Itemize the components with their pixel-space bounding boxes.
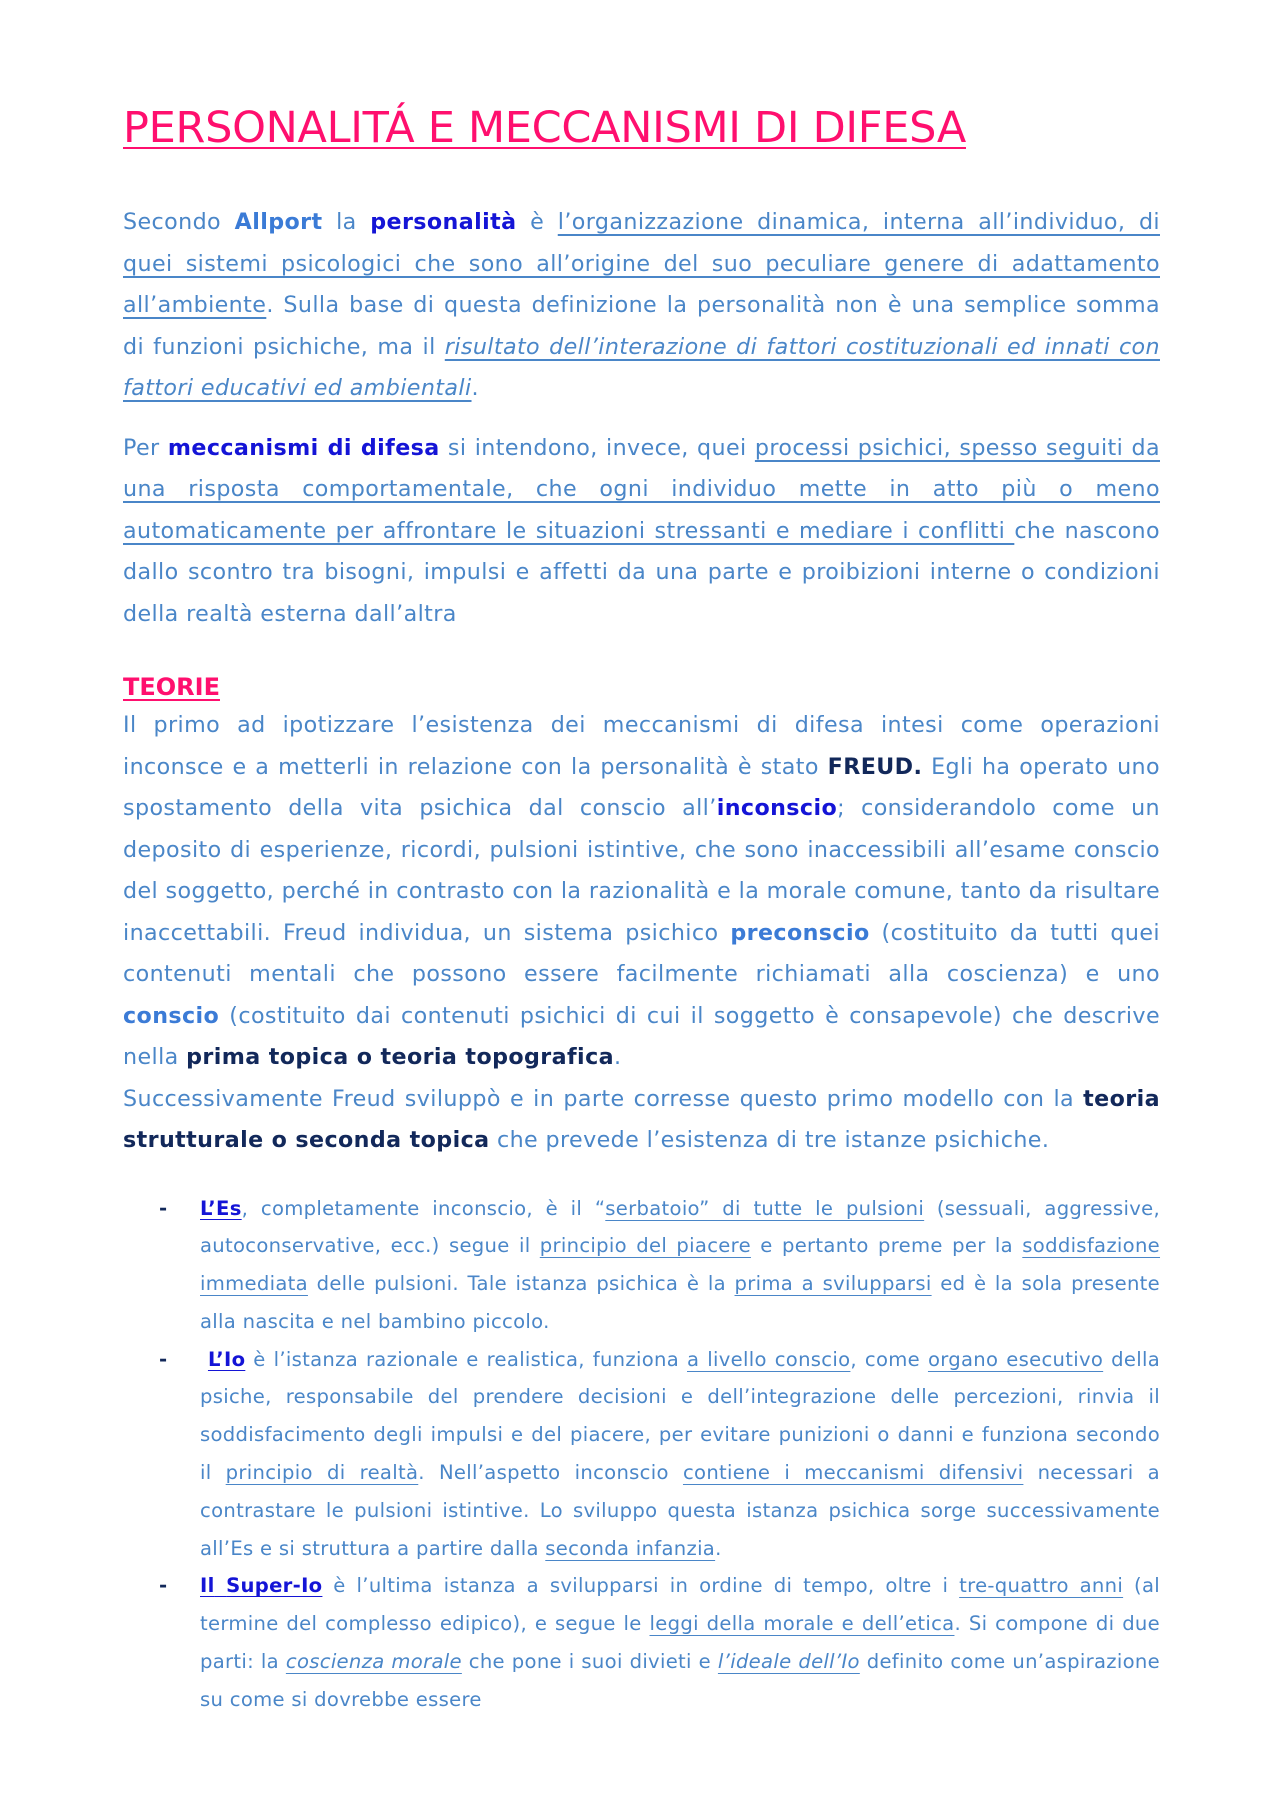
list-dash: - (159, 1574, 168, 1598)
text: . (614, 1044, 622, 1070)
text: . Si compone di due parti: la (200, 1612, 1161, 1674)
term-super-io (200, 1574, 322, 1597)
text: necessari a contrastare le pulsioni istintive. Lo sviluppo questa istanza psichica sorge successivamente all’Es e si struttura a partire dalla (200, 1461, 1160, 1560)
text: . Sulla base di questa definizione la personalità non è una semplice somma di funzioni psichiche, ma il (123, 292, 1160, 360)
text: è (516, 209, 558, 235)
list-item-io (123, 1341, 1160, 1568)
text: . (715, 1536, 722, 1560)
section-heading-teorie: TEORIE (123, 673, 220, 701)
underlined-phrase: seconda infanzia (545, 1536, 716, 1560)
underlined-phrase: principio di realtà (225, 1461, 419, 1485)
underlined-phrase: contiene i meccanismi difensivi (682, 1461, 1024, 1485)
list-item-super-io (123, 1567, 1160, 1718)
text: , completamente inconscio, è il “ (241, 1196, 606, 1220)
italic-underlined-phrase: risultato dell’interazione di fattori costituzionali ed innati con fattori educativi ed ambientali (123, 333, 1160, 401)
term-seconda-topica: teoria strutturale o seconda topica (123, 1085, 1160, 1153)
underlined-phrase: principio del piacere (539, 1234, 751, 1258)
text: che pone i suoi divieti e (461, 1650, 718, 1674)
text: . Nell’aspetto inconscio (418, 1461, 683, 1485)
italic-underlined-phrase: coscienza morale (285, 1650, 462, 1674)
term-allport: Allport (234, 209, 323, 235)
text: (costituito da tutti quei contenuti mentali che possono essere facilmente richiamati alla coscienza) e uno (123, 919, 1160, 987)
underlined-definition: processi psichici, spesso seguiti da una risposta comportamentale, che ogni individuo mette in atto più o meno automaticamente per affrontare le situazioni stressanti e mediare i conflitti (123, 434, 1160, 544)
text: Il (200, 1574, 215, 1598)
text: Super-Io (226, 1574, 323, 1598)
text: ed è la sola presente alla nascita e nel bambino piccolo. (200, 1272, 1161, 1333)
term-conscio: conscio (123, 1002, 220, 1029)
underlined-phrase: a livello conscio (687, 1347, 851, 1371)
term-personalita: personalità (370, 209, 517, 235)
text: e pertanto preme per la (750, 1234, 1023, 1258)
underlined-phrase: prima a svilupparsi (734, 1272, 932, 1296)
paragraph-personality-definition (123, 202, 1160, 410)
page-title: PERSONALITÁ E MECCANISMI DI DIFESA (123, 103, 966, 153)
term-preconscio: preconscio (730, 919, 870, 946)
text: Secondo (123, 209, 235, 235)
underlined-definition: l’organizzazione dinamica, interna all’individuo, di quei sistemi psicologici che sono all’origine del suo peculiare genere di adattamento all’ambiente (123, 209, 1160, 318)
term-es: L’Es (200, 1196, 242, 1220)
text: Successivamente Freud sviluppò e in parte corresse questo primo modello con la (123, 1085, 1084, 1112)
text: (costituito dai contenuti psichici di cui il soggetto è consapevole) che descrive nella (123, 1002, 1160, 1070)
text: della psiche, responsabile del prendere decisioni e dell’integrazione delle percezioni, rinvia il soddisfacimento degli impulsi e del piacere, per evitare punizioni o danni e funziona secondo il (200, 1347, 1161, 1485)
paragraph-defense-mechanisms (123, 428, 1160, 636)
term-io: L’Io (207, 1347, 246, 1371)
paragraph-freud (123, 705, 1160, 1079)
term-inconscio: inconscio (716, 795, 838, 821)
text: Egli ha operato uno spostamento della vita psichica dal conscio all’ (123, 753, 1160, 821)
text: , come (850, 1347, 928, 1371)
term-meccanismi-di-difesa: meccanismi di difesa (167, 434, 440, 461)
text: (al termine del complesso edipico), e segue le (200, 1574, 1160, 1636)
document-page (123, 100, 1160, 1719)
term-prima-topica: prima topica o teoria topografica (186, 1044, 614, 1070)
text: la (322, 209, 371, 235)
text: è l’istanza razionale e realistica, funziona (245, 1347, 687, 1371)
text: definito come un’aspirazione su come si dovrebbe essere (200, 1650, 1160, 1711)
underlined-phrase: serbatoio” di tutte le pulsioni (605, 1196, 925, 1220)
list-dash: - (159, 1347, 168, 1371)
italic-underlined-phrase: l’ideale dell’Io (717, 1650, 860, 1674)
text: che nascono dallo scontro tra bisogni, impulsi e affetti da una parte e proibizioni interne o condizioni della realtà esterna dall’altra (123, 517, 1160, 627)
text: che prevede l’esistenza di tre istanze psichiche. (489, 1127, 1050, 1153)
psychic-instances-list (123, 1190, 1160, 1719)
underlined-phrase: soddisfazione immediata (200, 1234, 1161, 1296)
list-item-es (123, 1190, 1160, 1341)
underlined-phrase: leggi della morale e dell’etica (649, 1612, 955, 1636)
text: Il primo ad ipotizzare l’esistenza dei meccanismi di difesa intesi come operazioni inconsce e a metterli in relazione con la personalità è stato (123, 712, 1160, 780)
text: ; considerandolo come un deposito di esperienze, ricordi, pulsioni istintive, che sono inaccessibili all’esame conscio del soggetto, perché in contrasto con la razionalità e la morale comune, tanto da risultare inaccettabili. Freud individua, un sistema psichico (123, 795, 1160, 946)
text: (sessuali, aggressive, autoconservative, ecc.) segue il (200, 1196, 1160, 1258)
text: delle pulsioni. Tale istanza psichica è la (307, 1272, 735, 1296)
paragraph-second-topic (123, 1079, 1160, 1162)
text: si intendono, invece, quei (439, 434, 755, 461)
text: Per (123, 434, 168, 461)
term-freud: FREUD. (827, 753, 923, 780)
underlined-phrase: organo esecutivo (927, 1347, 1104, 1371)
list-dash: - (159, 1196, 168, 1220)
text: è l’ultima istanza a svilupparsi in ordine di tempo, oltre i (322, 1574, 960, 1598)
text: . (471, 375, 479, 401)
underlined-phrase: tre-quattro anni (959, 1574, 1124, 1598)
